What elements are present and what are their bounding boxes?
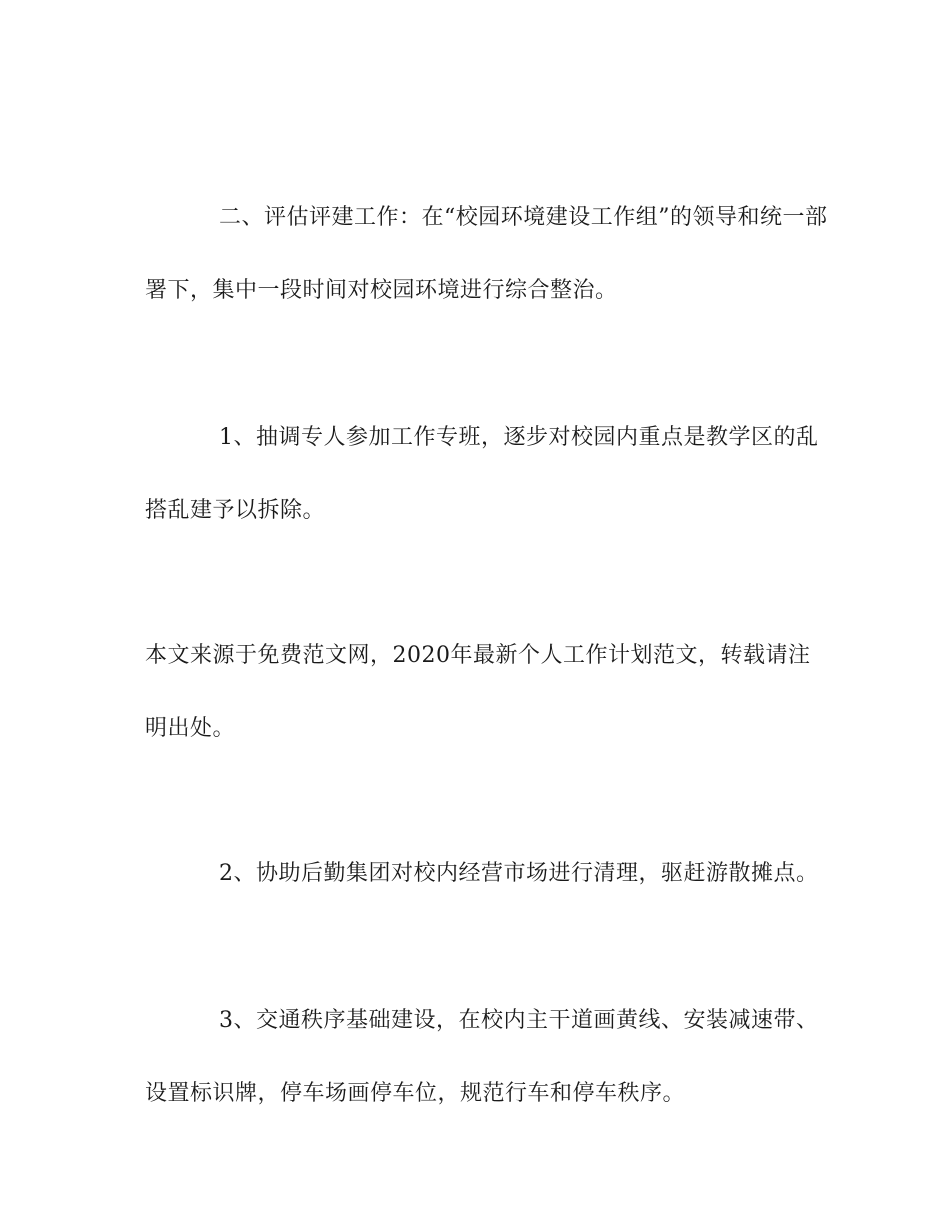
source-notice-line-1: 本文来源于免费范文网，2020年最新个人工作计划范文，转载请注 (145, 643, 811, 668)
paragraph-evaluation-line-2: 署下，集中一段时间对校园环境进行综合整治。 (145, 278, 618, 303)
paragraph-evaluation-line-1: 二、评估评建工作：在“校园环境建设工作组”的领导和统一部 (219, 205, 828, 230)
paragraph-item-3-line-2: 设置标识牌，停车场画停车位，规范行车和停车秩序。 (145, 1081, 686, 1106)
paragraph-item-1-line-1: 1、抽调专人参加工作专班，逐步对校园内重点是教学区的乱 (219, 425, 819, 450)
source-notice-line-2: 明出处。 (145, 716, 236, 741)
paragraph-item-3-line-1: 3、交通秩序基础建设，在校内主干道画黄线、安装减速带、 (219, 1008, 819, 1033)
paragraph-item-2-line-1: 2、协助后勤集团对校内经营市场进行清理，驱赶游散摊点。 (219, 861, 819, 886)
paragraph-item-1-line-2: 搭乱建予以拆除。 (145, 498, 326, 523)
